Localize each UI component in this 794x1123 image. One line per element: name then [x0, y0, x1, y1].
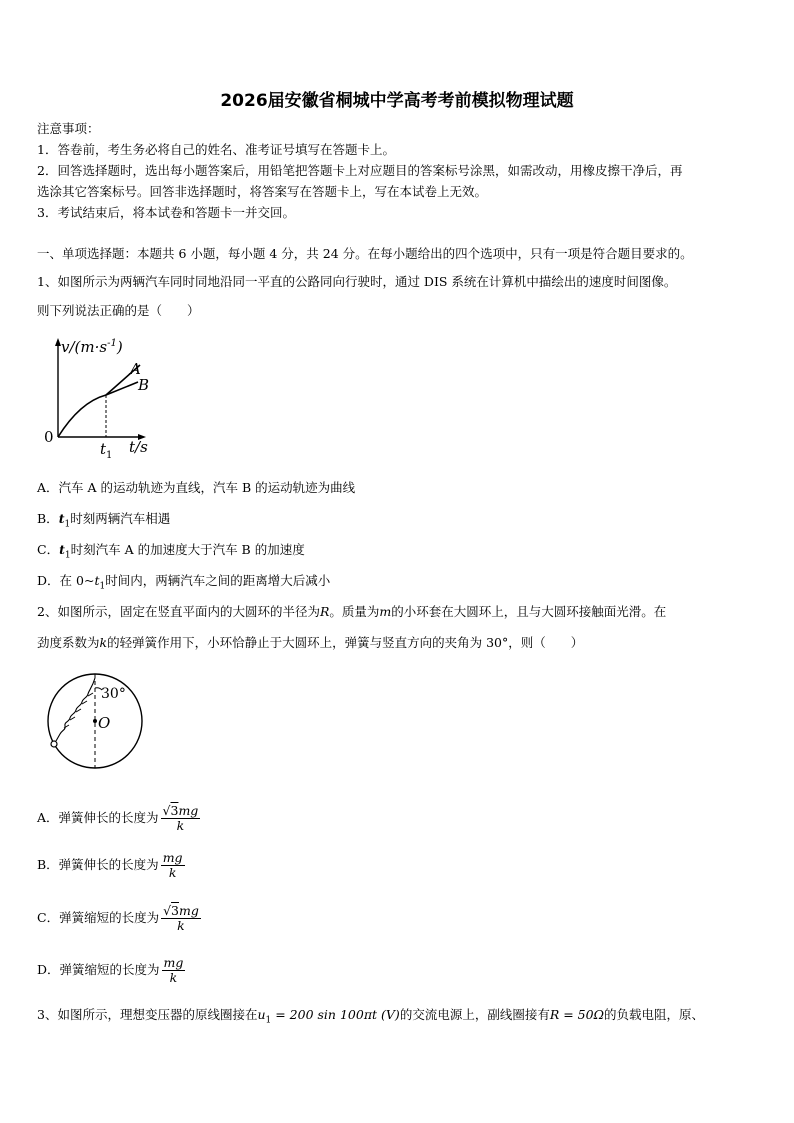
fraction: $\frac{√3mg}{k}$ [163, 903, 199, 933]
q2-ring-spring-figure [40, 668, 150, 772]
q2-stem-line1: 2、如图所示，固定在竖直平面内的大圆环的半径为R。质量为m的小环套在大圆环上，且与大圆环接触面光滑。在 [37, 604, 667, 619]
graph-curve-a-label: A [130, 360, 141, 378]
q1-stem-line2: 则下列说法正确的是（ ） [37, 303, 200, 318]
figure-center-label: O [98, 714, 111, 732]
q1-option-a: A．汽车 A 的运动轨迹为直线，汽车 B 的运动轨迹为曲线 [37, 480, 356, 495]
figure-angle-label: 30° [101, 686, 126, 702]
q2-option-b: B．弹簧伸长的长度为 $\frac{mg}{k}$ [37, 850, 183, 880]
notes-item-2b: 选涂其它答案标号。回答非选择题时，将答案写在答题卡上，写在本试卷上无效。 [37, 184, 488, 199]
q2-stem-line2: 劲度系数为k的轻弹簧作用下，小环恰静止于大圆环上，弹簧与竖直方向的夹角为 30°，则（ ） [37, 635, 584, 650]
notes-item-3: 3．考试结束后，将本试卷和答题卡一并交回。 [37, 205, 295, 220]
fraction: $\frac{√3mg}{k}$ [162, 803, 199, 833]
section-heading: 一、单项选择题：本题共 6 小题，每小题 4 分，共 24 分。在每小题给出的四个选项中，只有一项是符合题目要求的。 [37, 246, 693, 261]
q2-option-d: D．弹簧缩短的长度为 $\frac{mg}{k}$ [37, 955, 184, 985]
notes-heading: 注意事项： [37, 121, 100, 136]
q1-option-d: D．在 $0\sim t_1$时间内，两辆汽车之间的距离增大后减小 [37, 573, 331, 592]
page-title: 2026届安徽省桐城中学高考考前模拟物理试题 [220, 91, 574, 111]
fraction: $\frac{mg}{k}$ [162, 850, 183, 880]
graph-t1-label: $t_1$ [100, 440, 113, 461]
notes-item-1: 1．答卷前，考生务必将自己的姓名、准考证号填写在答题卡上。 [37, 142, 395, 157]
q1-option-c: C．$t_1$时刻汽车 A 的加速度大于汽车 B 的加速度 [37, 542, 305, 561]
graph-curve-b-label: B [138, 376, 150, 394]
graph-origin-label: 0 [44, 428, 54, 446]
q3-stem-line1: 3、如图所示，理想变压器的原线圈接在$u_1 = 200$ sin 100πt (V)的交流电源上，副线圈接有R = 50Ω的负载电阻，原、 [37, 1007, 704, 1026]
q1-velocity-time-graph [40, 332, 170, 462]
graph-x-axis-label: t/s [129, 438, 148, 456]
q1-option-b: B．$t_1$时刻两辆汽车相遇 [37, 511, 171, 530]
q2-option-c: C．弹簧缩短的长度为 $\frac{√3mg}{k}$ [37, 903, 199, 933]
notes-item-2a: 2．回答选择题时，选出每小题答案后，用铅笔把答题卡上对应题目的答案标号涂黑，如需改动，用橡皮擦干净后，再 [37, 163, 683, 178]
fraction: $\frac{mg}{k}$ [163, 955, 184, 985]
q2-option-a: A．弹簧伸长的长度为 $\frac{√3mg}{k}$ [37, 803, 199, 833]
q1-stem-line1: 1、如图所示为两辆汽车同时同地沿同一平直的公路同向行驶时，通过 DIS 系统在计算机中描绘出的速度时间图像。 [37, 274, 677, 289]
graph-y-axis-label: $v/(m\cdot s^{-1})$ [61, 338, 123, 356]
